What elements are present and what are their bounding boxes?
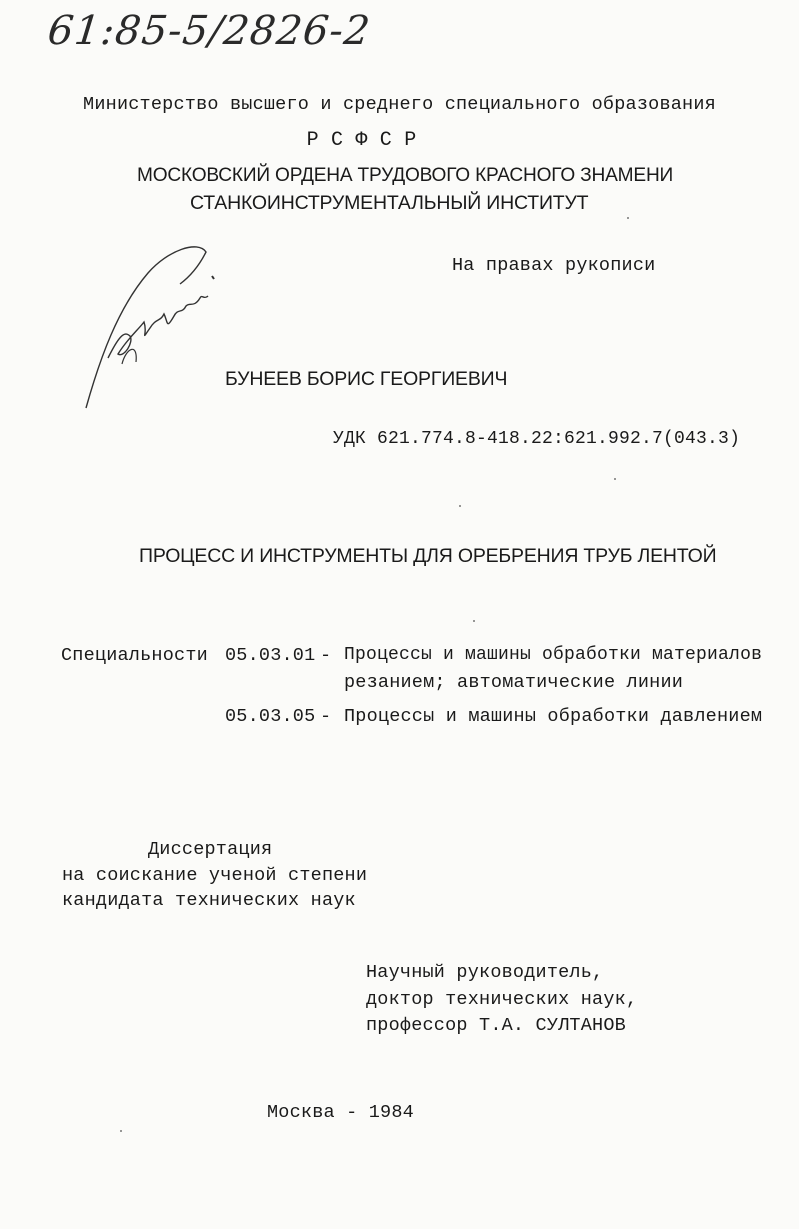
- scan-speck: [627, 217, 629, 219]
- dissertation-line-2: на соискание ученой степени: [62, 865, 368, 886]
- supervisor-line-2: доктор технических наук,: [366, 989, 638, 1010]
- specialty-1-code: 05.03.01: [225, 645, 316, 666]
- dissertation-line-1: Диссертация: [148, 839, 273, 860]
- specialty-2-dash: -: [320, 706, 332, 727]
- republic-line: Р С Ф С Р: [306, 129, 417, 152]
- institute-line-2: СТАНКОИНСТРУМЕНТАЛЬНЫЙ ИНСТИТУТ: [190, 192, 589, 214]
- specialties-label: Специальности: [61, 645, 208, 666]
- udc-code: УДК 621.774.8-418.22:621.992.7(043.3): [333, 429, 741, 449]
- scan-speck: [459, 505, 461, 507]
- specialty-2-line-1: Процессы и машины обработки давлением: [344, 706, 763, 727]
- signature: [78, 238, 228, 418]
- author-name: БУНЕЕВ БОРИС ГЕОРГИЕВИЧ: [225, 368, 508, 390]
- ministry-line: Министерство высшего и среднего специального образования: [83, 94, 716, 115]
- city-year: Москва - 1984: [267, 1102, 414, 1123]
- manuscript-rights: На правах рукописи: [452, 255, 656, 276]
- dissertation-line-3: кандидата технических наук: [62, 890, 356, 911]
- dissertation-title: ПРОЦЕСС И ИНСТРУМЕНТЫ ДЛЯ ОРЕБРЕНИЯ ТРУБ ЛЕНТОЙ: [139, 545, 717, 567]
- institute-line-1: МОСКОВСКИЙ ОРДЕНА ТРУДОВОГО КРАСНОГО ЗНАМЕНИ: [137, 164, 674, 186]
- supervisor-line-3: профессор Т.А. СУЛТАНОВ: [366, 1015, 626, 1036]
- scan-speck: [614, 478, 616, 480]
- supervisor-line-1: Научный руководитель,: [366, 962, 604, 983]
- specialty-1-line-2: резанием; автоматические линии: [344, 672, 684, 693]
- scan-speck: [120, 1130, 122, 1132]
- specialty-1-line-1: Процессы и машины обработки материалов: [344, 645, 763, 665]
- specialty-1-dash: -: [320, 645, 332, 666]
- archive-code: 61:85-5/2826-2: [45, 8, 373, 54]
- scan-speck: [473, 620, 475, 622]
- specialty-2-code: 05.03.05: [225, 706, 316, 727]
